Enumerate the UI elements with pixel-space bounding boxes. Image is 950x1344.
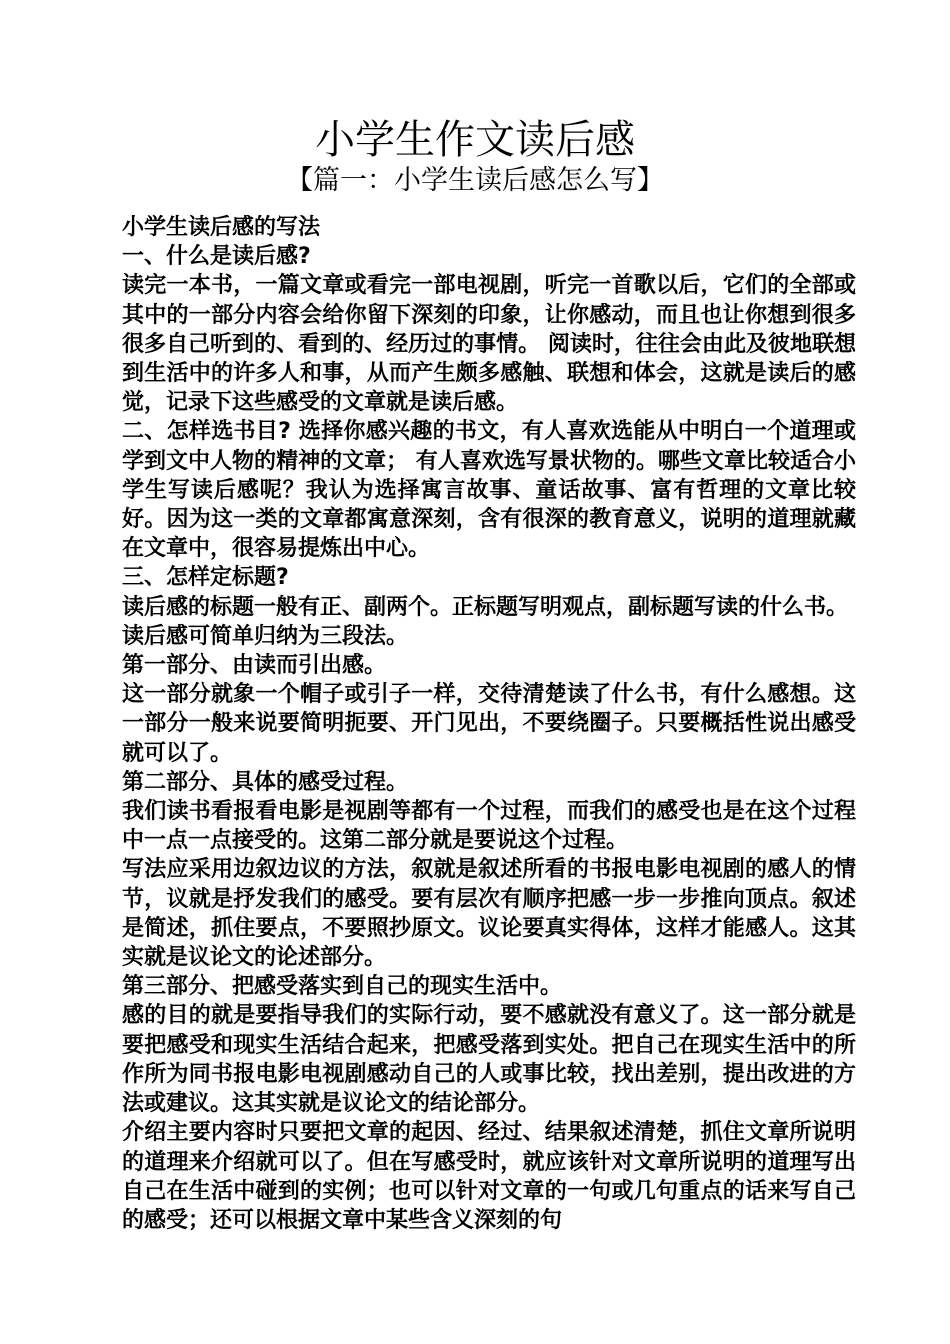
document-subtitle: 【篇一：小学生读后感怎么写】: [286, 165, 664, 196]
body-paragraph: 介绍主要内容时只要把文章的起因、经过、结果叙述清楚，抓住文章所说明的道理来介绍就可以了。但在写感受时，就应该针对文章所说明的道理写出自己在生活中碰到的实例；也可以针对文章的一句或几句重点的话来写自己的感受；还可以根据文章中某些含义深刻的句: [122, 1120, 856, 1233]
body-paragraph: 这一部分就象一个帽子或引子一样，交待清楚读了什么书，有什么感想。这一部分一般来说要简明扼要、开门见出，不要绕圈子。只要概括性说出感受就可以了。: [122, 682, 856, 766]
section-heading: 三、怎样定标题?: [122, 565, 289, 591]
body-paragraph: 感的目的就是要指导我们的实际行动，要不感就没有意义了。这一部分就是要把感受和现实生活结合起来，把感受落到实处。把自己在现实生活中的所作所为同书报电影电视剧感动自己的人或事比较，找出差别，提出改进的方法或建议。这其实就是议论文的结论部分。: [122, 1003, 856, 1117]
section-heading: 第三部分、把感受落实到自己的现实生活中。: [122, 974, 563, 1000]
document-body: [116, 213, 856, 1235]
section-heading: 一、什么是读后感?: [122, 244, 311, 270]
body-paragraph: 读后感可简单归纳为三段法。: [122, 623, 409, 649]
body-paragraph: 写法应采用边叙边议的方法，叙就是叙述所看的书报电影电视剧的感人的情节，议就是抒发我们的感受。要有层次有顺序把感一步一步推向顶点。叙述是简述，抓住要点，不要照抄原文。议论要真实得体，这样才能感人。这其实就是议论文的论述部分。: [122, 857, 856, 971]
section-heading: 小学生读后感的写法: [122, 215, 321, 240]
body-paragraph: 我们读书看报看电影是视剧等都有一个过程，而我们的感受也是在这个过程中一点一点接受的。这第二部分就是要说这个过程。: [122, 799, 856, 854]
document-title: 小学生作文读后感: [315, 117, 635, 163]
section-heading: 第一部分、由读而引出感。: [122, 653, 387, 679]
body-paragraph: 二、怎样选书目? 选择你感兴趣的书文，有人喜欢选能从中明白一个道理或学到文中人物的精神的文章； 有人喜欢选写景状物的。哪些文章比较适合小学生写读后感呢？我认为选择寓言故事、童话故事、富有哲理的文章比较好。因为这一类的文章都寓意深刻，含有很深的教育意义，说明的道理就藏在文章中，很容易提炼出中心。: [122, 419, 856, 562]
body-paragraph: 读后感的标题一般有正、副两个。正标题写明观点，副标题写读的什么书。: [122, 594, 849, 620]
body-paragraph: 读完一本书，一篇文章或看完一部电视剧，听完一首歌以后，它们的全部或其中的一部分内容会给你留下深刻的印象，让你感动，而且也让你想到很多很多自己听到的、看到的、经历过的事情。 阅读时，往往会由此及彼地联想到生活中的许多人和事，从而产生颇多感触、联想和体会，这就是读后的感觉，记录下这些感受的文章就是读后感。: [122, 273, 856, 416]
section-heading: 第二部分、具体的感受过程。: [122, 769, 409, 795]
